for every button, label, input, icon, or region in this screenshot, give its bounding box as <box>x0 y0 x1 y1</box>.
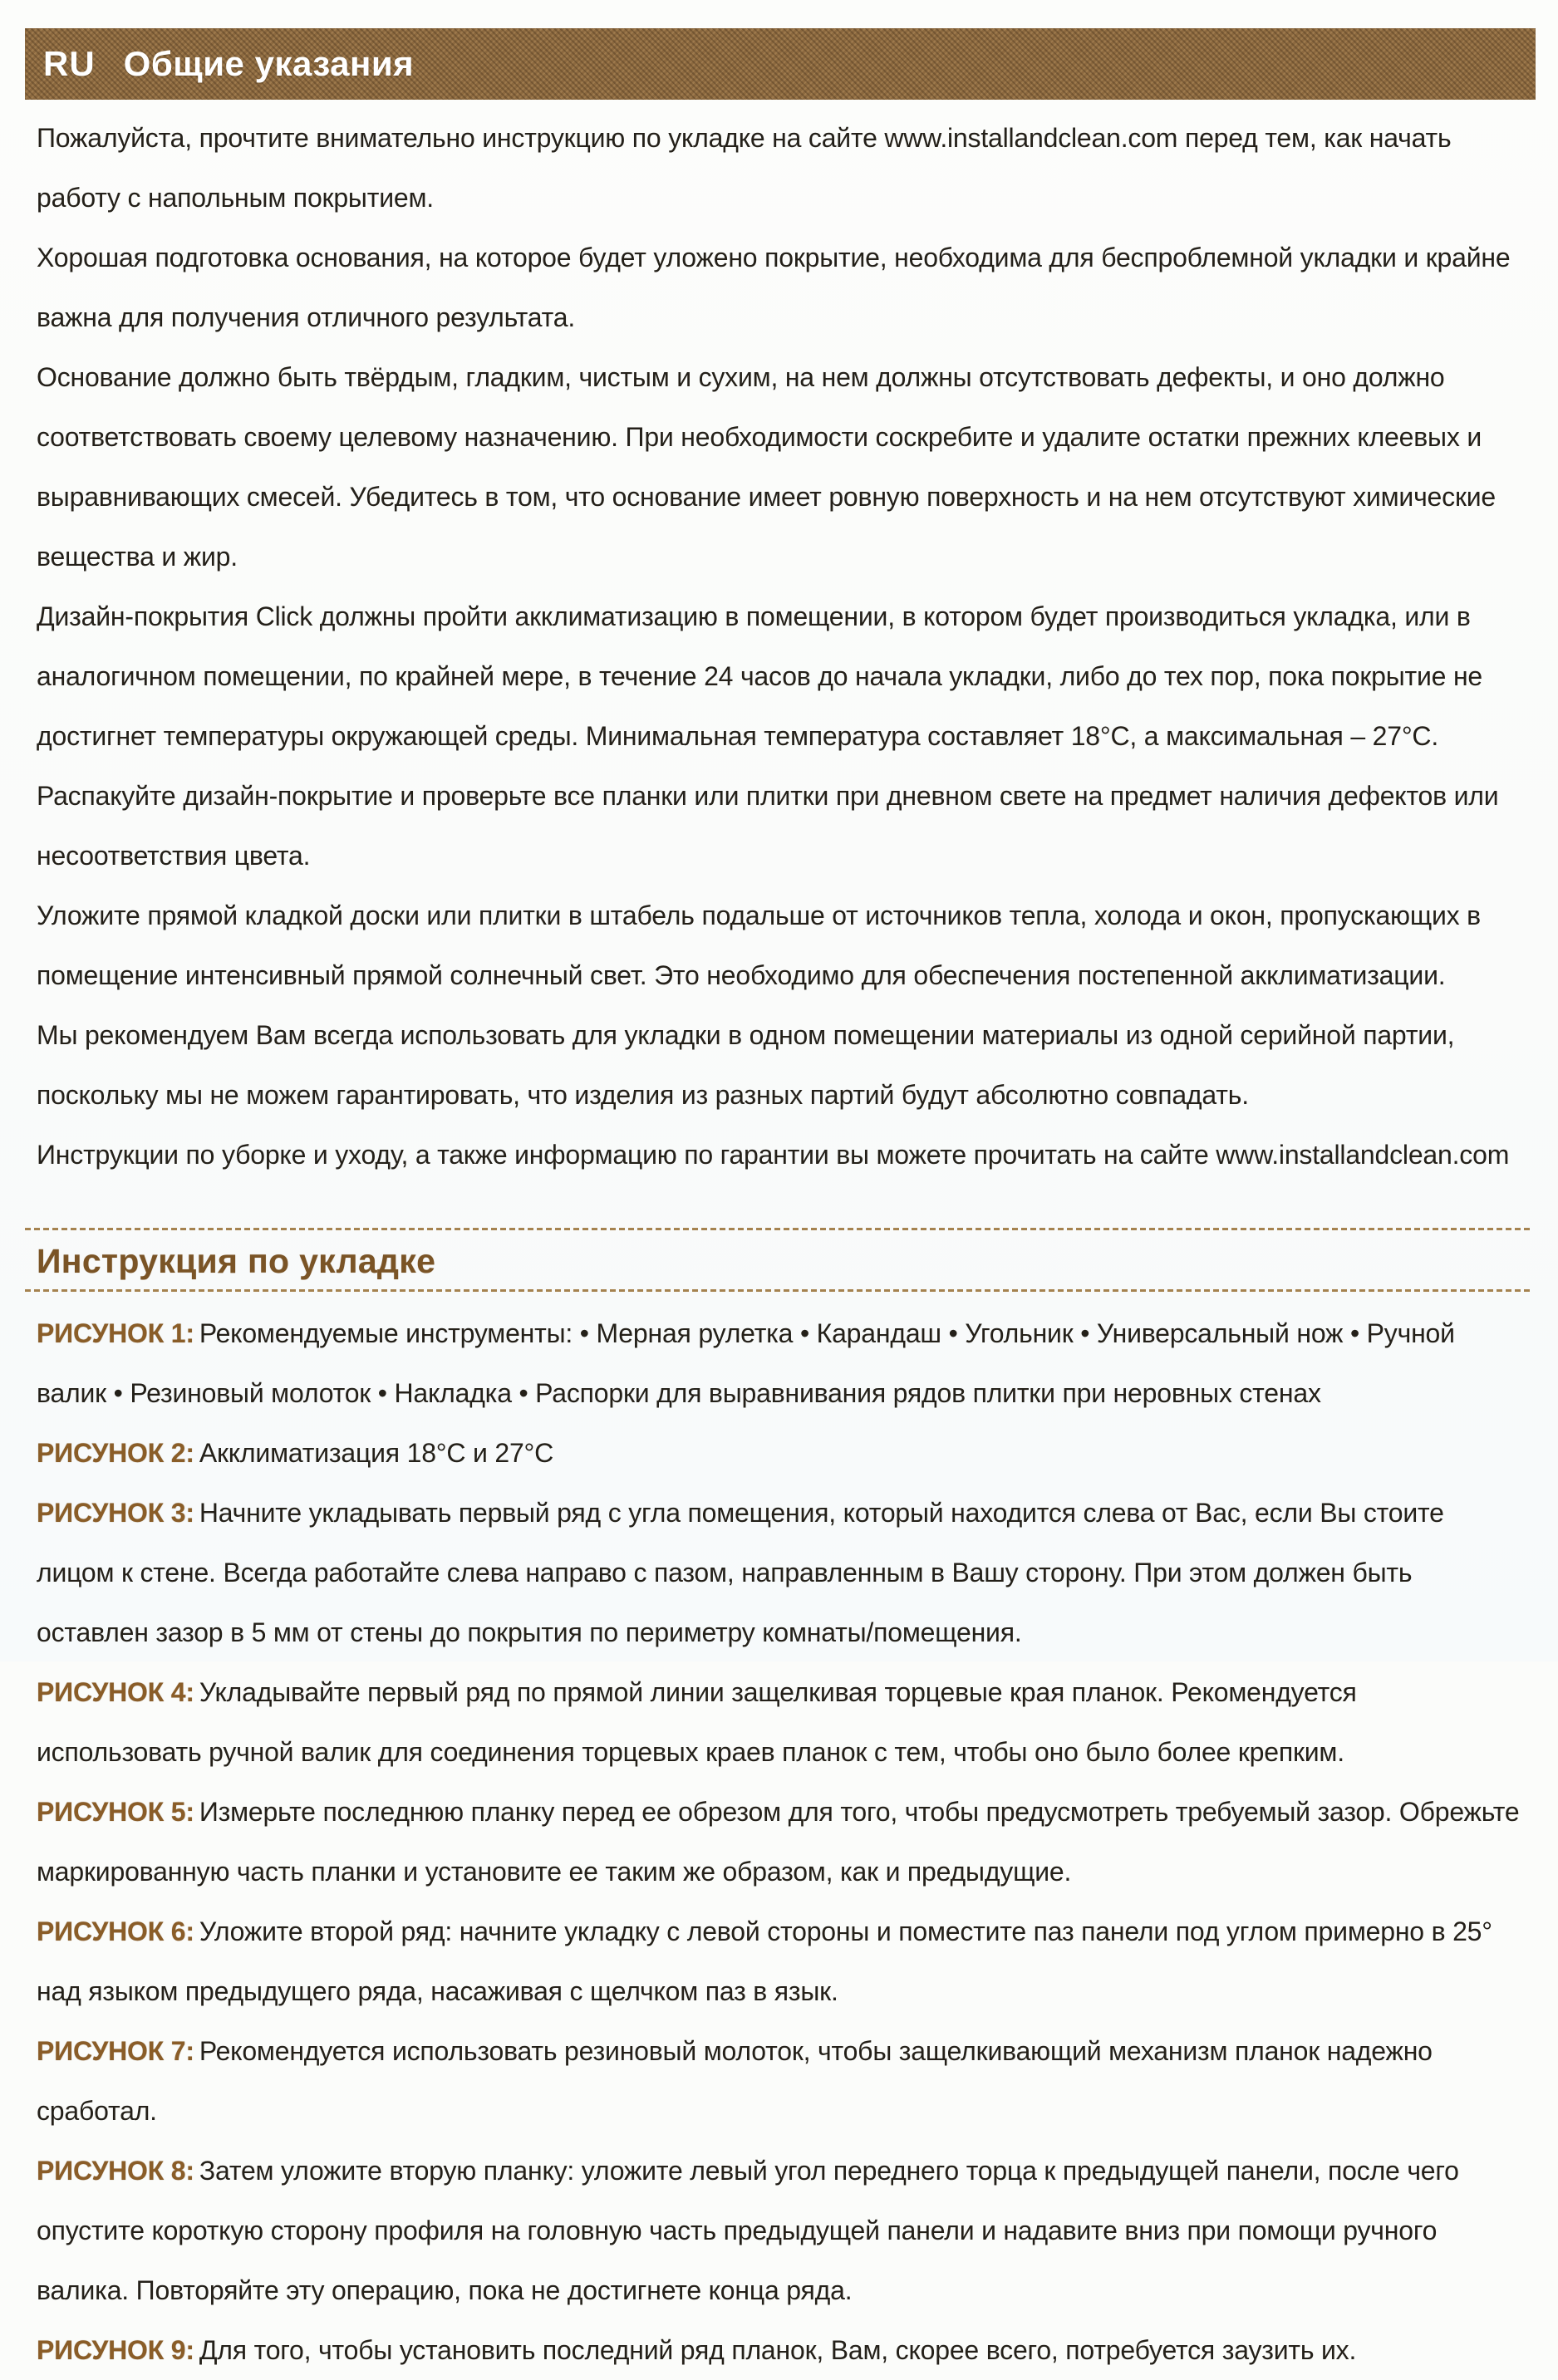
general-instructions-body <box>25 108 1512 1185</box>
instruction-item <box>37 1483 1521 1662</box>
installation-instructions-list <box>25 1303 1521 2380</box>
figure-label: РИСУНОК 7: <box>37 2036 194 2066</box>
instruction-item <box>37 1902 1521 2021</box>
section-header-general <box>25 28 1536 100</box>
paragraph: Хорошая подготовка основания, на которое будет уложено покрытие, необходима для беспроблемной укладки и крайне важна для получения отличного результата. <box>37 243 1511 332</box>
dashed-divider-bottom <box>25 1289 1533 1292</box>
figure-label: РИСУНОК 4: <box>37 1677 194 1707</box>
paragraph: Основание должно быть твёрдым, гладким, чистым и сухим, на нем должны отсутствовать дефекты, и оно должно соответствовать своему целевому назначению. При необходимости соскребите и удалите остатки прежних клеевых и выравнивающих смесей. Убедитесь в том, что основание имеет ровную поверхность и на нем отсутствуют химические вещества и жир. <box>37 362 1497 572</box>
section-title-general: Общие указания <box>123 44 415 83</box>
instruction-text: Рекомендуемые инструменты: • Мерная рулетка • Карандаш • Угольник • Универсальный нож • Ручной валик • Резиновый молоток • Накладка • Распорки для выравнивания рядов плитки при неровных стенах <box>37 1318 1455 1408</box>
figure-label: РИСУНОК 8: <box>37 2156 194 2186</box>
instruction-text: Акклиматизация 18°C и 27°C <box>199 1438 554 1468</box>
paragraph: Мы рекомендуем Вам всегда использовать для укладки в одном помещении материалы из одной серийной партии, поскольку мы не можем гарантировать, что изделия из разных партий будут абсолютно совпадать. <box>37 1020 1455 1110</box>
paragraph: Дизайн-покрытия Click должны пройти акклиматизацию в помещении, в котором будет производиться укладка, или в аналогичном помещении, по крайней мере, в течение 24 часов до начала укладки, либо до тех пор, пока покрытие не достигнет температуры окружающей среды. Минимальная температура составляет 18°C, а максимальная – 27°C. <box>37 601 1483 751</box>
language-code: RU <box>43 44 96 83</box>
figure-label: РИСУНОК 5: <box>37 1797 194 1827</box>
instruction-item <box>37 2141 1521 2320</box>
figure-label: РИСУНОК 1: <box>37 1318 194 1348</box>
instruction-text: Для того, чтобы установить последний ряд планок, Вам, скорее всего, потребуется заузить их. <box>199 2335 1357 2365</box>
instruction-text: Затем уложите вторую планку: уложите левый угол переднего торца к предыдущей панели, после чего опустите короткую сторону профиля на головную часть предыдущей панели и надавите вниз при помощи ручного валика. Повторяйте эту операцию, пока не достигнете конца ряда. <box>37 2156 1459 2305</box>
figure-label: РИСУНОК 6: <box>37 1916 194 1946</box>
instruction-item <box>37 1303 1521 1423</box>
figure-label: РИСУНОК 3: <box>37 1498 194 1528</box>
instruction-item <box>37 2320 1521 2380</box>
figure-label: РИСУНОК 9: <box>37 2335 194 2365</box>
instruction-text: Уложите второй ряд: начните укладку с левой стороны и поместите паз панели под углом примерно в 25° над языком предыдущего ряда, насаживая с щелчком паз в язык. <box>37 1916 1492 2006</box>
figure-label: РИСУНОК 2: <box>37 1438 194 1468</box>
instruction-item <box>37 1782 1521 1902</box>
instruction-item <box>37 1423 1521 1483</box>
paragraph: Инструкции по уборке и уходу, а также информацию по гарантии вы можете прочитать на сайте www.installandclean.com <box>37 1140 1510 1170</box>
paragraph: Распакуйте дизайн-покрытие и проверьте все планки или плитки при дневном свете на предмет наличия дефектов или несоответствия цвета. <box>37 781 1499 871</box>
instruction-text: Начните укладывать первый ряд с угла помещения, который находится слева от Вас, если Вы стоите лицом к стене. Всегда работайте слева направо с пазом, направленным в Вашу сторону. При этом должен быть оставлен зазор в 5 мм от стены до покрытия по периметру комнаты/помещения. <box>37 1498 1444 1647</box>
paragraph: Пожалуйста, прочтите внимательно инструкцию по укладке на сайте www.installandclean.com перед тем, как начать работу с напольным покрытием. <box>37 123 1452 213</box>
dashed-divider-top <box>25 1228 1533 1230</box>
paragraph: Уложите прямой кладкой доски или плитки в штабель подальше от источников тепла, холода и окон, пропускающих в помещение интенсивный прямой солнечный свет. Это необходимо для обеспечения постепенной акклиматизации. <box>37 900 1481 990</box>
instruction-text: Рекомендуется использовать резиновый молоток, чтобы защелкивающий механизм планок надежно сработал. <box>37 2036 1433 2126</box>
instruction-text: Укладывайте первый ряд по прямой линии защелкивая торцевые края планок. Рекомендуется использовать ручной валик для соединения торцевых краев планок с тем, чтобы оно было более крепким. <box>37 1677 1357 1767</box>
instruction-item <box>37 1662 1521 1782</box>
section-title-installation: Инструкция по укладке <box>37 1242 436 1280</box>
instruction-text: Измерьте последнюю планку перед ее обрезом для того, чтобы предусмотреть требуемый зазор. Обрежьте маркированную часть планки и установите ее таким же образом, как и предыдущие. <box>37 1797 1520 1887</box>
instruction-item <box>37 2021 1521 2141</box>
